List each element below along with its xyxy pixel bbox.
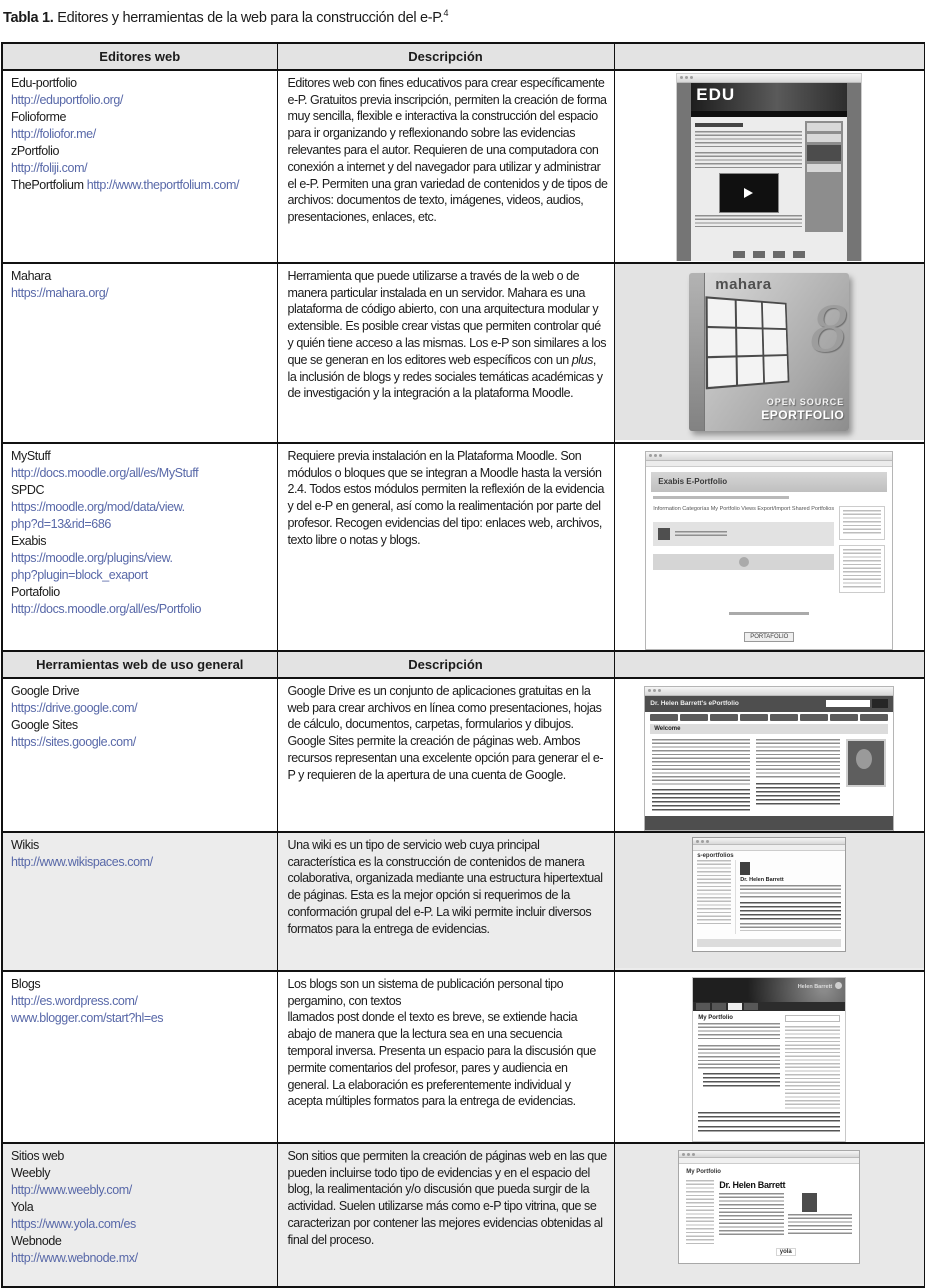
screenshot-google-sites [644,686,894,831]
tool-line [11,533,273,550]
table-caption [3,8,924,26]
site-title: My Portfolio [686,1168,721,1175]
exabis-page-title: Exabis E-Portfolio [651,472,887,492]
browser-window [692,837,846,952]
open-source-label: OPEN SOURCE [766,396,845,407]
browser-chrome [693,838,845,845]
table-row [2,70,925,263]
yola-badge: yola [776,1248,796,1256]
footer-logo [793,251,805,258]
sidebar-image [807,145,841,161]
fake-bold-text-lines [740,902,841,920]
tool-url-link[interactable]: https://drive.google.com/ [11,700,138,715]
description-text: , la inclusión de blogs y redes sociales temáticas académicas y de investigación y la integración a la plataforma Moodle. [287,352,603,401]
table-row [2,443,925,651]
table-row [2,971,925,1143]
column-header-empty [614,43,925,70]
tool-line [11,1216,273,1233]
fake-text-lines [719,1193,784,1235]
description-text: llamados post donde el texto es breve, se extiende hacia abajo de manera que la lectura sea en una secuencia temporal inversa. Presenta un espacio para la discusión que permite comentarios del profesor, pares y audiencia en general. La elaboración es preferentemente individual y acepta múltiples formatos para la entrega de evidencias. [287,1010,596,1109]
page-body [646,503,892,598]
cube-grid [706,296,790,389]
tool-url-link[interactable]: http://www.weebly.com/ [11,1182,132,1197]
tools-table [1,42,925,1288]
play-icon [744,188,753,198]
right-column [756,739,841,811]
tool-line [11,516,273,533]
fake-text-lines [698,1045,780,1069]
search-box [826,700,870,707]
page-footer [697,939,841,947]
fake-link-list [785,1026,840,1110]
box-face [705,273,849,431]
fake-text-lines [843,549,881,589]
nav-tab [744,1003,758,1010]
tools-cell [2,263,277,443]
fake-text-lines [788,1214,853,1234]
description-text: Requiere previa instalación en la Plataforma Moodle. Son módulos o bloques que se integran a Moodle hasta la versión 2.4. Todos estos módulos permiten la reflexión de la evidencia y del e-P en general, así como la realimentación por parte del profesor. Recogen evidencias del tipo: enlaces web, archivos, texto libre o notas y blogs. [287,448,605,547]
tool-line [11,550,273,567]
description-cell [277,832,614,971]
browser-menu-bar [646,461,892,467]
tools-cell [2,1143,277,1287]
tool-name-text: Webnode [11,1233,62,1248]
tool-name-text: Sitios web [11,1148,64,1163]
nav-tab [770,714,798,721]
cube-tile [764,329,787,354]
portrait-photo [740,862,750,875]
description-cell [277,263,614,443]
thumbnail-cell [614,832,925,971]
search-box [785,1015,840,1022]
sidebar-box [807,164,841,172]
text-column [719,1193,784,1235]
nav-tab [710,714,738,721]
browser-window [678,1150,860,1264]
search-button [872,699,888,708]
footnote-ref: 4 [443,8,449,18]
footer-note [646,602,892,620]
tool-line [11,448,273,465]
description-cell [277,443,614,651]
sidebar-block [839,506,885,540]
screenshot-eduportfolio [676,73,862,261]
nav-tab-active [728,1003,742,1010]
description-text: Editores web con fines educativos para crear específicamente e-P. Gratuitos previa inscripción, permiten la creación de forma muy sencilla, flexible e interactiva la construcción del espacio para ir organizando y reflexionando sobre las evidencias relevantes para el autor. Requieren de una computadora con conexión a internet y del navegador para utilizar y administrar el e-P. Permiten una gran variedad de contenidos y de tipos de archivos: documentos de texto, imágenes, videos, audios, presentaciones, enlaces, etc. [287,75,608,225]
tool-line [11,1182,273,1199]
tool-line [11,1250,273,1267]
text-column [788,1193,853,1235]
tool-line [11,482,273,499]
screenshot-mahara-box [615,264,925,440]
fake-link-list [686,1180,714,1246]
wiki-site-title: s-eportfolios [697,852,734,859]
fake-text-lines [652,739,749,785]
browser-chrome [645,687,893,696]
tool-line [11,160,273,177]
nav-tab [680,714,708,721]
nav-tab [650,714,678,721]
fake-text-lines [697,860,731,924]
nav-tab [830,714,858,721]
tool-line [11,683,273,700]
screenshot-wordpress-blog [692,977,846,1142]
screenshot-yola-site [615,1144,925,1284]
blog-header [693,978,845,1002]
page-body [645,735,893,816]
nav-tab [696,1003,710,1010]
sidebar-block [839,545,885,593]
tool-url-link[interactable]: https://www.yola.com/es [11,1216,136,1231]
fake-text-lines [675,531,727,536]
tool-line [11,993,273,1010]
author-name: Dr. Helen Barrett [740,876,784,883]
search-area [826,699,888,708]
page-columns [691,117,847,236]
avatar [658,528,670,540]
tool-line [11,700,273,717]
site-header [645,696,893,712]
tool-line [11,92,273,109]
table-row [2,832,925,971]
post-heading: My Portfolio [698,1014,733,1021]
tool-url-link[interactable]: http://www.webnode.mx/ [11,1250,138,1265]
site-title: Dr. Helen Barrett's ePortfolio [650,700,739,708]
fake-text-lines [740,885,841,899]
screenshot-wikispaces [615,833,925,968]
tool-url-link[interactable]: http://eduportfolio.org/ [11,92,124,107]
cube-tile [738,357,764,385]
site-footer [645,816,893,830]
fake-text-lines [740,923,841,931]
fake-text-lines [729,612,809,615]
cube-tile [737,301,762,328]
tool-url-link[interactable]: https://sites.google.com/ [11,734,136,749]
tool-name-text: Google Sites [11,717,78,732]
fake-text-lines [695,152,802,168]
fake-text-lines [843,510,881,536]
main-column [698,1015,780,1110]
thumbnail-cell [614,678,925,832]
tool-line [11,109,273,126]
tool-url-link[interactable]: http://www.theportfolium.com/ [86,177,240,192]
page-footer [653,554,834,570]
blog-author-name: Helen Barrett [797,983,833,990]
column-header-empty [614,651,925,678]
table-row [2,678,925,832]
portafolio-button: PORTAFOLIO [744,632,794,642]
video-player [719,173,779,213]
nav-bar [693,1002,845,1011]
tool-name-text: Yola [11,1199,34,1214]
tool-name-text: Weebly [11,1165,51,1180]
description-text: Google Drive es un conjunto de aplicaciones gratuitas en la web para crear archivos en línea como presentaciones, hojas de cálculo, documentos, carpetas, formularios y dibujos. Google Sites permite la creación de páginas web. Ambos recursos representan una excelente opción para generar el e-P y requieren de la apertura de una cuenta de Google. [287,683,604,782]
main-column [719,1180,852,1258]
webpage [691,83,847,261]
browser-chrome [677,74,861,83]
tool-url-link[interactable]: http://docs.moodle.org/all/es/MyStuff [11,465,199,480]
thumbnail-cell [614,1143,925,1287]
nav-tab [800,714,828,721]
browser-chrome [679,1151,859,1158]
nav-tab [712,1003,726,1010]
eportfolio-label: EPORTFOLIO [761,407,845,422]
tool-url-link[interactable]: https://moodle.org/plugins/view. [11,550,173,565]
fake-heading [695,123,743,127]
browser-chrome [646,452,892,461]
page-body [686,1180,852,1258]
tool-line [11,499,273,516]
tool-name-text: Edu-portfolio [11,75,77,90]
tool-name-text: Portafolio [11,584,60,599]
tool-name-text: Exabis [11,533,47,548]
thumbnail-cell [614,70,925,263]
fake-bullet-list [703,1073,780,1089]
tool-line [11,1233,273,1250]
tool-name-text: Mahara [11,268,51,283]
fake-link-list [652,789,749,811]
table-caption-text: Editores y herramientas de la web para la construcción del e-P. [53,9,444,26]
tool-line [11,268,273,285]
column-header-editores-web: Editores web [2,43,277,70]
main-column [735,860,841,934]
footer-logo [733,251,745,258]
nav-tab [860,714,888,721]
nav-tab [740,714,768,721]
tool-name-text: Folioforme [11,109,67,124]
tool-name-text: Blogs [11,976,41,991]
tool-url-link[interactable]: https://moodle.org/mod/data/view. [11,499,185,514]
tool-line [11,143,273,160]
tool-line [11,1148,273,1165]
text-columns [719,1193,852,1235]
tool-line [11,601,273,618]
tool-line [11,854,273,871]
footer-logo [753,251,765,258]
left-column [652,739,749,811]
tools-cell [2,678,277,832]
post-entries [693,1112,845,1141]
tool-url-link[interactable]: www.blogger.com/start?hl=es [11,1010,164,1025]
description-cell [277,971,614,1143]
cube-tile [765,356,788,382]
description-cell [277,1143,614,1287]
tool-line [11,976,273,993]
edu-logo: EDU [691,83,847,111]
tool-url-link[interactable]: http://es.wordpress.com/ [11,993,138,1008]
tool-name-text: Google Drive [11,683,80,698]
cube-tile [763,303,786,328]
tool-url-link[interactable]: php?d=13&rid=686 [11,516,111,531]
fake-text-lines [695,131,802,147]
sidebar [785,1015,840,1110]
page-heading: Dr. Helen Barrett [719,1179,786,1190]
footer-logo [773,251,785,258]
breadcrumb-placeholder [653,496,788,499]
fake-text-lines [698,1023,780,1041]
webpage [679,1164,859,1263]
tool-name-text: ThePortfolium [11,177,87,192]
profile-panel [653,522,834,546]
product-box [689,273,849,431]
numeral-eight-swirl: 8 [809,292,850,366]
sidebar [839,503,885,598]
tool-line [11,1165,273,1182]
main-column [653,503,834,598]
footer-badge-row [719,1240,852,1258]
column-header-herramientas: Herramientas web de uso general [2,651,277,678]
tool-url-link[interactable]: php?plugin=block_exaport [11,567,148,582]
tool-line [11,837,273,854]
table-row [2,1143,925,1287]
portrait-photo [846,739,886,787]
tool-line [11,126,273,143]
table-caption-label: Tabla 1. [3,9,54,26]
tool-name-text: zPortfolio [11,143,60,158]
main-column [695,121,802,232]
portrait-photo [802,1193,817,1212]
thumbnail-cell [614,971,925,1143]
page-body [693,860,845,937]
tool-url-link[interactable]: https://mahara.org/ [11,285,109,300]
fake-entry [698,1112,840,1122]
section-header-row [2,43,925,70]
page-body [693,1011,845,1112]
tab-row: Information Categorías My Portfolio Views Export/Import Shared Portfolios [653,505,835,512]
sidebar-box [807,134,841,142]
tools-cell [2,971,277,1143]
tool-line [11,734,273,751]
button-row [646,625,892,649]
tool-name-text: Wikis [11,837,39,852]
tool-line [11,584,273,601]
sidebar-box [807,123,841,131]
cube-tile [708,298,735,326]
description-text: plus [571,352,593,367]
tools-cell [2,70,277,263]
tool-url-link[interactable]: http://foliofor.me/ [11,126,96,141]
tool-line [11,177,273,194]
fake-entry [698,1126,840,1132]
tool-name-text: SPDC [11,482,45,497]
tool-line [11,717,273,734]
footer-logo [739,557,749,567]
cube-tile [708,357,736,386]
section-header-row [2,651,925,678]
tool-line [11,285,273,302]
tool-line [11,465,273,482]
description-cell [277,70,614,263]
fake-link-list [756,783,841,805]
fake-text-lines [695,215,802,227]
description-text: Los blogs son un sistema de publicación personal tipo pergamino, con textos [287,976,564,1008]
tool-line [11,567,273,584]
tool-url-link[interactable]: http://foliji.com/ [11,160,88,175]
left-nav [686,1180,714,1258]
footer-logos [705,251,833,258]
tools-cell [2,832,277,971]
wiki-sidebar [697,860,731,934]
tool-name-text: MyStuff [11,448,51,463]
box-spine [689,273,705,431]
tool-line [11,75,273,92]
tool-url-link[interactable]: http://www.wikispaces.com/ [11,854,153,869]
description-text: Son sitios que permiten la creación de páginas web en las que pueden incluirse todo tipo de evidencias y en el espacio del blog, la realimentación y/o discusión que pueda surgir de la actividad. Suelen utilizarse más como e-P tipo vitrina, que se caracterizan por contener las mejores evidencias obtenidas al final del proceso. [287,1148,607,1247]
fake-text-lines [756,739,841,779]
mahara-logo: mahara [715,275,772,293]
description-cell [277,678,614,832]
tool-url-link[interactable]: http://docs.moodle.org/all/es/Portfolio [11,601,202,616]
tool-line [11,1199,273,1216]
page-background [677,83,861,261]
column-header-descripcion: Descripción [277,651,614,678]
tools-cell [2,443,277,651]
description-text: Herramienta que puede utilizarse a través de la web o de manera particular instalada en un servidor. Mahara es una plataforma de código abierto, con una arquitectura modular y extensible. Es posible crear vistas que permiten controlar qué y quién tiene acceso a las mismas. Los e-P son similares a los que se generan en los editores web específicos con un [287,268,607,367]
cube-tile [737,329,762,356]
cube-tile [708,328,736,356]
nav-tabs [645,712,893,723]
description-text: Una wiki es un tipo de servicio web cuya principal característica es la construcción de contenidos de manera colaborativa, organizada mediante una estructura hipertextual de páginas. Esta es la mejor opción si requerimos de la conformación grupal del e-P. La wiki permite incluir diversos formatos para la entrega de evidencias. [287,837,603,936]
table-row [2,263,925,443]
thumbnail-cell [614,263,925,443]
screenshot-exabis [645,451,893,650]
welcome-banner: Welcome [650,724,888,734]
tool-line [11,1010,273,1027]
sidebar [805,121,843,232]
thumbnail-cell [614,443,925,651]
column-header-descripcion: Descripción [277,43,614,70]
moon-graphic [835,982,842,989]
